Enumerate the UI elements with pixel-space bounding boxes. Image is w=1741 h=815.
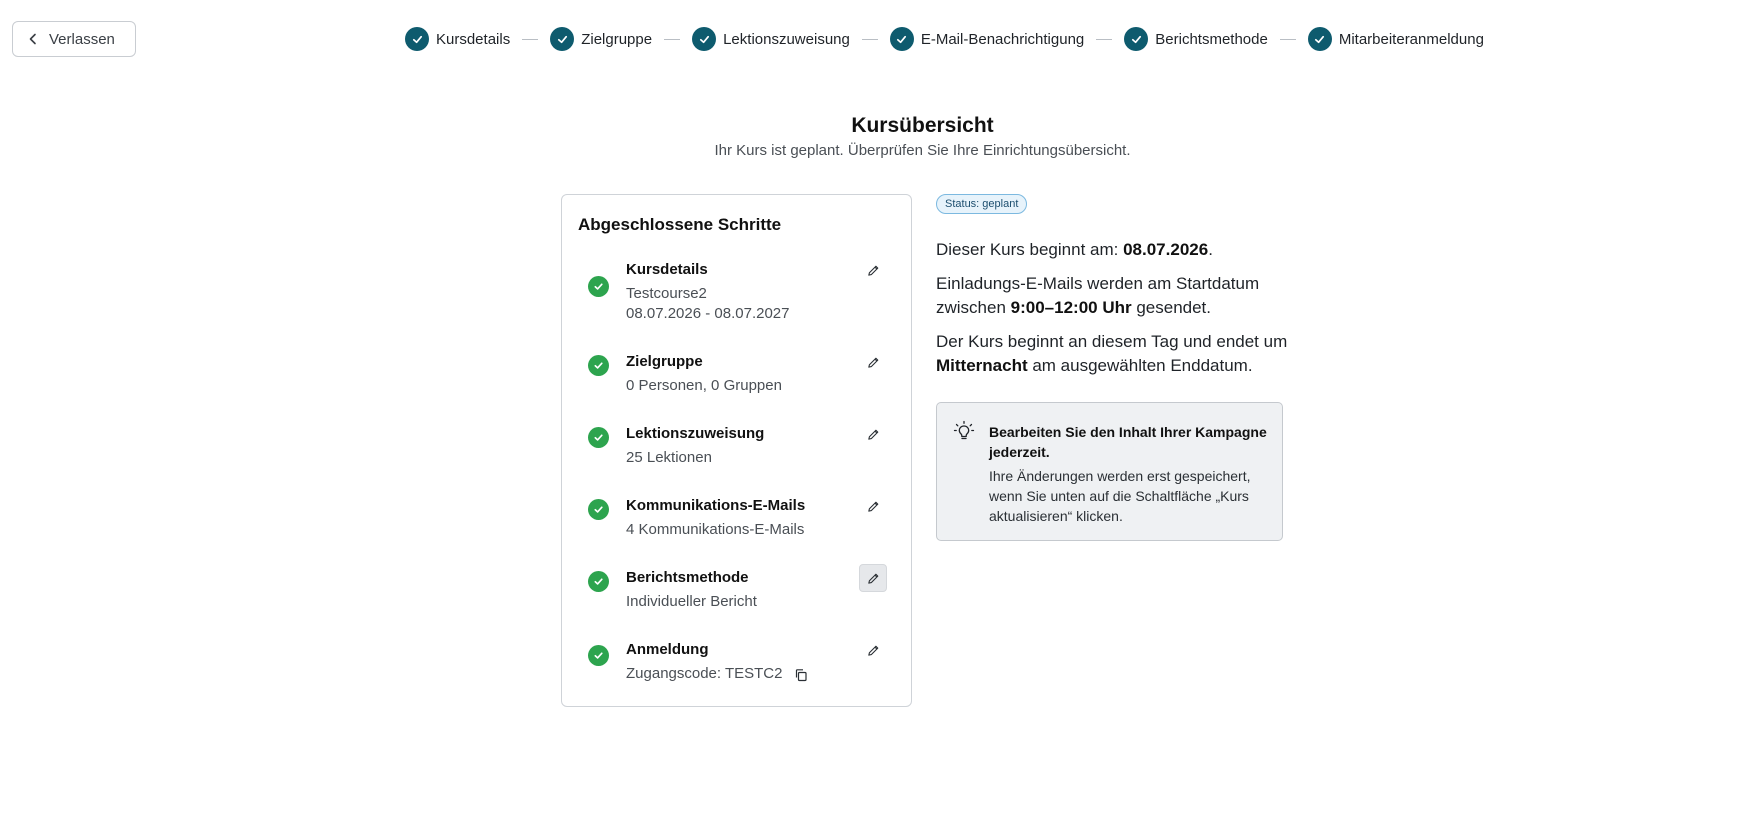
start-date-suffix: .: [1208, 240, 1213, 259]
summary-item-title: Berichtsmethode: [626, 569, 749, 586]
step-lektionszuweisung[interactable]: [692, 27, 850, 51]
check-circle-icon: [588, 355, 609, 376]
step-separator: [664, 39, 680, 40]
edit-kommunikations-emails-button[interactable]: [859, 492, 887, 520]
edit-berichtsmethode-button[interactable]: [859, 564, 887, 592]
step-label: Mitarbeiteranmeldung: [1338, 30, 1484, 48]
edit-lektionszuweisung-button[interactable]: [859, 420, 887, 448]
step-zielgruppe[interactable]: [550, 27, 652, 51]
check-icon: [1124, 27, 1148, 51]
summary-item-detail: Individueller Bericht: [626, 593, 757, 610]
start-date-text: [936, 238, 1296, 262]
pencil-icon: [867, 428, 880, 441]
exit-button[interactable]: [12, 21, 136, 57]
step-email-benachrichtigung[interactable]: [890, 27, 1084, 51]
summary-item-detail: 0 Personen, 0 Gruppen: [626, 377, 782, 394]
lightbulb-icon: [953, 420, 975, 442]
summary-item-title: Anmeldung: [626, 641, 709, 658]
page-title: Kursübersicht: [851, 114, 994, 137]
invite-prefix: Einladungs-E-Mails werden am Startdatum zwischen: [936, 274, 1260, 317]
tip-body: Ihre Änderungen werden erst gespeichert, wenn Sie unten auf die Schaltfläche „Kurs aktualisieren“ klicken.: [989, 468, 1251, 524]
invite-time-text: [936, 272, 1296, 320]
step-mitarbeiteranmeldung[interactable]: [1308, 27, 1484, 51]
copy-icon[interactable]: [794, 668, 808, 682]
access-code-text: Zugangscode: TESTC2: [626, 665, 783, 682]
step-label: Zielgruppe: [581, 30, 653, 48]
check-circle-icon: [588, 645, 609, 666]
summary-item-title: Kommunikations-E-Mails: [626, 497, 806, 514]
summary-item-detail: 25 Lektionen: [626, 449, 712, 466]
tip-box: [936, 402, 1283, 541]
start-date-value: 08.07.2026: [1123, 240, 1209, 259]
pencil-icon: [867, 356, 880, 369]
completed-steps-card: [561, 194, 912, 707]
edit-kursdetails-button[interactable]: [859, 256, 887, 284]
check-icon: [550, 27, 574, 51]
end-suffix: am ausgewählten Enddatum.: [1027, 356, 1253, 375]
page-subtitle: Ihr Kurs ist geplant. Überprüfen Sie Ihre Einrichtungsübersicht.: [714, 142, 1131, 159]
summary-item-title: Kursdetails: [626, 261, 708, 278]
step-separator: [522, 39, 538, 40]
end-time-text: [936, 330, 1296, 378]
check-icon: [890, 27, 914, 51]
summary-item-detail: 08.07.2026 - 08.07.2027: [626, 305, 790, 322]
step-separator: [1280, 39, 1296, 40]
status-badge: Status: geplant: [936, 194, 1027, 214]
check-icon: [692, 27, 716, 51]
tip-title: Bearbeiten Sie den Inhalt Ihrer Kampagne jederzeit.: [989, 424, 1267, 460]
pencil-icon: [867, 500, 880, 513]
step-label: Kursdetails: [436, 30, 511, 48]
summary-item-title: Zielgruppe: [626, 353, 703, 370]
edit-anmeldung-button[interactable]: [859, 636, 887, 664]
check-circle-icon: [588, 276, 609, 297]
step-berichtsmethode[interactable]: [1124, 27, 1268, 51]
step-label: Lektionszuweisung: [723, 30, 850, 48]
pencil-icon: [867, 264, 880, 277]
check-circle-icon: [588, 427, 609, 448]
completed-steps-title: Abgeschlossene Schritte: [578, 215, 782, 234]
pencil-icon: [867, 644, 880, 657]
pencil-icon: [867, 572, 880, 585]
summary-item-detail: 4 Kommunikations-E-Mails: [626, 521, 805, 538]
check-circle-icon: [588, 499, 609, 520]
step-label: E-Mail-Benachrichtigung: [920, 30, 1085, 48]
start-date-prefix: Dieser Kurs beginnt am:: [936, 240, 1124, 259]
chevron-left-icon: [27, 33, 39, 45]
step-kursdetails[interactable]: [405, 27, 510, 51]
step-label: Berichtsmethode: [1155, 30, 1268, 48]
step-separator: [862, 39, 878, 40]
wizard-stepper: [405, 27, 1484, 51]
check-circle-icon: [588, 571, 609, 592]
invite-time-value: 9:00–12:00 Uhr: [1010, 298, 1132, 317]
check-icon: [1308, 27, 1332, 51]
end-time-value: Mitternacht: [936, 356, 1028, 375]
check-icon: [405, 27, 429, 51]
invite-suffix: gesendet.: [1131, 298, 1212, 317]
step-separator: [1096, 39, 1112, 40]
summary-item-detail: Testcourse2: [626, 285, 707, 302]
summary-item-title: Lektionszuweisung: [626, 425, 765, 442]
end-prefix: Der Kurs beginnt an diesem Tag und endet um: [936, 332, 1288, 351]
edit-zielgruppe-button[interactable]: [859, 348, 887, 376]
exit-button-label: Verlassen: [49, 30, 115, 48]
